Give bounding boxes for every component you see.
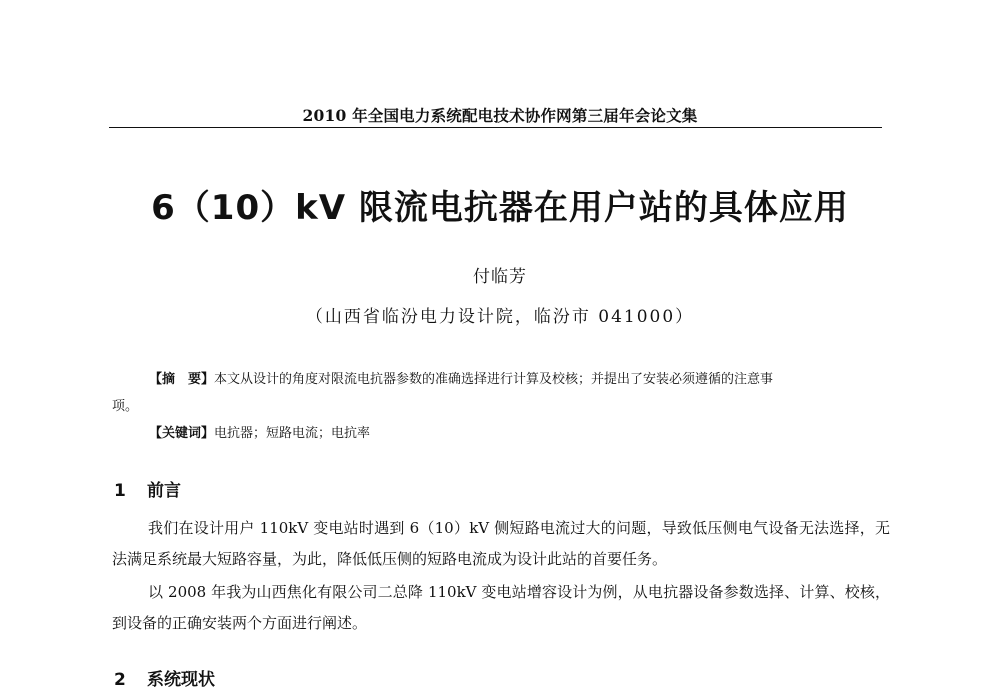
section-1-number: 1 (114, 481, 126, 501)
abstract (112, 366, 888, 420)
section-2-number: 2 (114, 670, 126, 690)
paper-title: 6（10）kV 限流电抗器在用户站的具体应用 (151, 188, 849, 228)
header-rule (109, 127, 882, 128)
section-1-paragraph-1: 我们在设计用户 110kV 变电站时遇到 6（10）kV 侧短路电流过大的问题，导致低压侧电气设备无法选择，无法满足系统最大短路容量，为此，降低低压侧的短路电流成为设计此站的首要任务。 (112, 519, 890, 568)
abstract-label: 【摘 要】 (149, 372, 215, 387)
author-name: 付临芳 (473, 267, 527, 287)
abstract-line-2: 项。 (112, 399, 139, 414)
running-header: 2010 年全国电力系统配电技术协作网第三届年会论文集 (302, 106, 698, 125)
keywords (149, 420, 370, 447)
section-2-title: 系统现状 (147, 670, 215, 690)
section-2-heading (114, 665, 215, 690)
author-affiliation: （山西省临汾电力设计院，临汾市 041000） (305, 307, 695, 327)
abstract-text: 本文从设计的角度对限流电抗器参数的准确选择进行计算及校核；并提出了安装必须遵循的注意事 (214, 372, 774, 387)
section-1-paragraph-2: 以 2008 年我为山西焦化有限公司二总降 110kV 变电站增容设计为例，从电抗器设备参数选择、计算、校核，到设备的正确安装两个方面进行阐述。 (112, 583, 890, 632)
abstract-line-1 (112, 366, 888, 393)
section-1-heading (114, 476, 181, 501)
keywords-label: 【关键词】 (149, 426, 215, 441)
keywords-text: 电抗器；短路电流；电抗率 (214, 426, 371, 441)
section-1-title: 前言 (147, 481, 181, 501)
